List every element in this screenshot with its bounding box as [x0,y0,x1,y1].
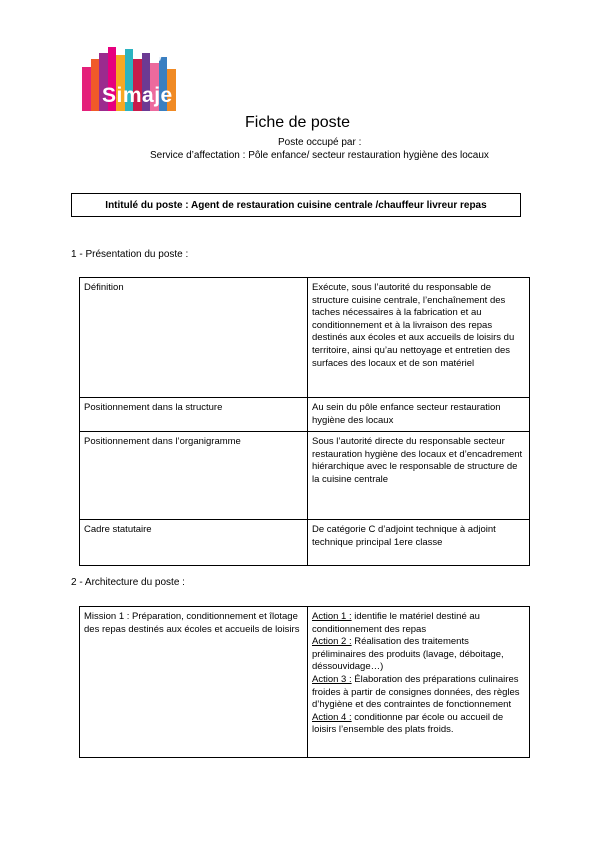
table-row [80,398,530,432]
presentation-table [79,277,530,566]
table-row [80,520,530,566]
architecture-table [79,606,530,758]
row-label [80,520,308,566]
action-item [312,611,525,636]
table-row [80,432,530,520]
label-positionnement-structure: Positionnement dans la structure [84,402,223,413]
label-positionnement-organigramme: Positionnement dans l’organigramme [84,436,241,448]
actions-cell [308,607,530,758]
mission-cell [80,607,308,758]
action-label: Action 4 : [312,711,352,723]
row-value [308,278,530,398]
value-positionnement-organigramme: Sous l’autorité directe du responsable secteur restauration hygiène des locaux et d’encadrement hiérarchique avec le responsable de structure de la cuisine centrale [312,436,523,485]
section-2-title: 2 - Architecture du poste : [71,577,185,588]
value-cadre-statutaire: De catégorie C d’adjoint technique à adjoint technique principal 1ere classe [312,524,496,548]
page-title: Fiche de poste [245,114,350,131]
action-item [312,636,525,674]
action-text: Élaboration des préparations culinaires froides à partir de consignes données, des règles d’hygiène et des contraintes de fonctionnement [312,673,520,711]
action-item [312,712,525,737]
poste-occupe-label: Poste occupé par : [278,137,362,148]
row-value [308,520,530,566]
action-label: Action 1 : [312,611,352,622]
action-label: Action 3 : [312,673,352,685]
section-1-title: 1 - Présentation du poste : [71,249,189,260]
logo-text: Simaje [102,84,173,107]
row-label [80,278,308,398]
action-text: conditionne par école ou accueil de loisirs l’ensemble des plats froids. [312,711,504,736]
row-value [308,398,530,432]
value-positionnement-structure: Au sein du pôle enfance secteur restauration hygiène des locaux [312,402,501,426]
mission-1-text: Mission 1 : Préparation, conditionnement et îlotage des repas destinés aux écoles et accueils de loisirs [84,611,300,635]
value-definition: Exécute, sous l’autorité du responsable de structure cuisine centrale, l’enchaînement des taches nécessaires à la fabrication et au conditionnement et à la livraison des repas destinés aux écoles et aux accueils de loisirs du territoire, ainsi qu’au nettoyage et entretien des surfaces des locaux et de son matériel [312,282,515,369]
row-label [80,432,308,520]
row-value [308,432,530,520]
action-text: Réalisation des traitements préliminaires des produits (lavage, déboitage, déssouvidage…) [312,636,504,673]
action-text: identifie le matériel destiné au conditionnement des repas [312,611,480,635]
action-item [312,674,525,712]
job-title-box [71,193,521,217]
table-row [80,278,530,398]
label-definition: Définition [84,282,124,293]
service-affectation: Service d’affectation : Pôle enfance/ secteur restauration hygiène des locaux [150,150,489,161]
table-row [80,607,530,758]
row-label [80,398,308,432]
job-title-text: Intitulé du poste : Agent de restauration cuisine centrale /chauffeur livreur repas [105,199,487,211]
action-label: Action 2 : [312,636,352,648]
label-cadre-statutaire: Cadre statutaire [84,524,152,536]
